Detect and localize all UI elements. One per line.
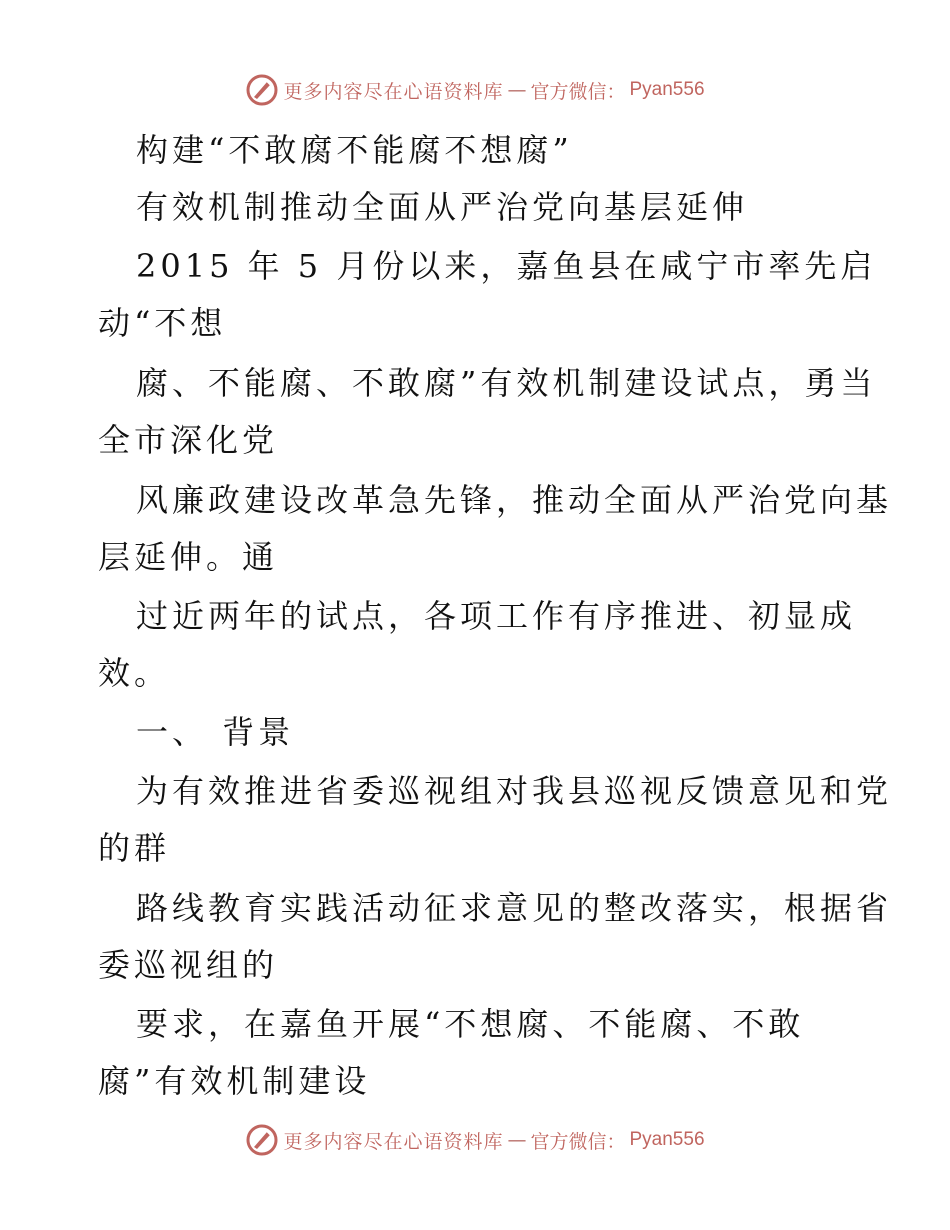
text-line: 风廉政建设改革急先锋，推动全面从严治党向基 bbox=[136, 481, 893, 519]
watermark-text: 更多内容尽在心语资料库 bbox=[283, 80, 504, 103]
watermark-footer bbox=[0, 1120, 950, 1160]
text-line: 有效机制推动全面从严治党向基层延伸 bbox=[136, 188, 749, 226]
text-line: 过近两年的试点，各项工作有序推进、初显成 bbox=[136, 597, 857, 635]
watermark-text: 更多内容尽在心语资料库 bbox=[283, 1130, 504, 1153]
text-line: 腐、不能腐、不敢腐”有效机制建设试点，勇当 bbox=[136, 364, 877, 402]
watermark-id: Pyan556 bbox=[629, 79, 705, 100]
section-heading: 一、 背景 bbox=[136, 713, 295, 751]
watermark-dash: — bbox=[507, 79, 527, 101]
watermark-header bbox=[0, 70, 950, 110]
text-line: 的群 bbox=[98, 829, 171, 867]
watermark-dash: — bbox=[507, 1129, 527, 1151]
text-line: 效。 bbox=[98, 654, 171, 692]
text-line: 全市深化党 bbox=[98, 421, 279, 459]
text-line: 构建“不敢腐不能腐不想腐” bbox=[136, 131, 573, 169]
watermark-label: 官方微信： bbox=[530, 1130, 626, 1153]
text-line: 为有效推进省委巡视组对我县巡视反馈意见和党 bbox=[136, 772, 893, 810]
logo-icon bbox=[245, 73, 279, 107]
text-line: 委巡视组的 bbox=[98, 946, 279, 984]
text-line: 腐”有效机制建设 bbox=[98, 1062, 371, 1100]
text-line: 动“不想 bbox=[98, 304, 227, 342]
text-line: 层延伸。通 bbox=[98, 538, 279, 576]
watermark-id: Pyan556 bbox=[629, 1129, 705, 1150]
text-line: 路线教育实践活动征求意见的整改落实，根据省 bbox=[136, 889, 893, 927]
watermark-label: 官方微信： bbox=[530, 80, 626, 103]
text-line: 2015 年 5 月份以来，嘉鱼县在咸宁市率先启 bbox=[136, 247, 877, 285]
text-line: 要求，在嘉鱼开展“不想腐、不能腐、不敢 bbox=[136, 1005, 805, 1043]
logo-icon bbox=[245, 1123, 279, 1157]
